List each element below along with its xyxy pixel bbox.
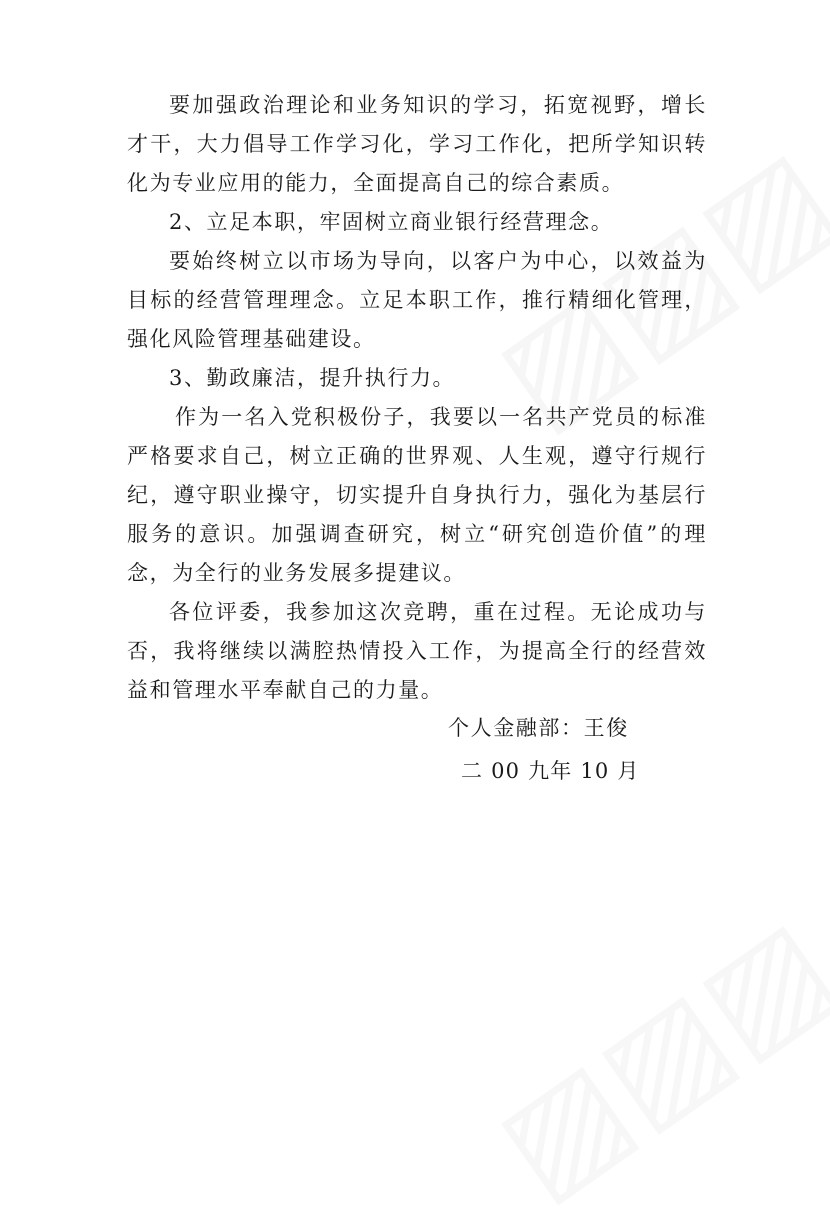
paragraph: 要始终树立以市场为导向，以客户为中心，以效益为目标的经营管理理念。立足本职工作，推行精细化管理，强化风险管理基础建设。 — [127, 249, 707, 351]
paragraph: 作为一名入党积极份子，我要以一名共产党员的标准严格要求自己，树立正确的世界观、人生观，遵守行规行纪，遵守职业操守，切实提升自身执行力，强化为基层行服务的意识。加强调查研究，树立“研究创造价值”的理念，为全行的业务发展多提建议。 — [127, 405, 707, 585]
document-date: 二 00 九年 10 月 — [461, 759, 640, 783]
section-heading: 3、勤政廉洁，提升执行力。 — [169, 366, 456, 390]
document-body — [127, 86, 707, 710]
signature: 个人金融部：王俊 — [448, 716, 629, 740]
paragraph: 要加强政治理论和业务知识的学习，拓宽视野，增长才干，大力倡导工作学习化，学习工作化，把所学知识转化为专业应用的能力，全面提高自己的综合素质。 — [127, 93, 707, 195]
paragraph: 各位评委，我参加这次竞聘，重在过程。无论成功与否，我将继续以满腔热情投入工作，为提高全行的经营效益和管理水平奉献自己的力量。 — [127, 600, 707, 702]
section-heading: 2、立足本职，牢固树立商业银行经营理念。 — [169, 210, 614, 234]
watermark — [470, 889, 830, 1225]
